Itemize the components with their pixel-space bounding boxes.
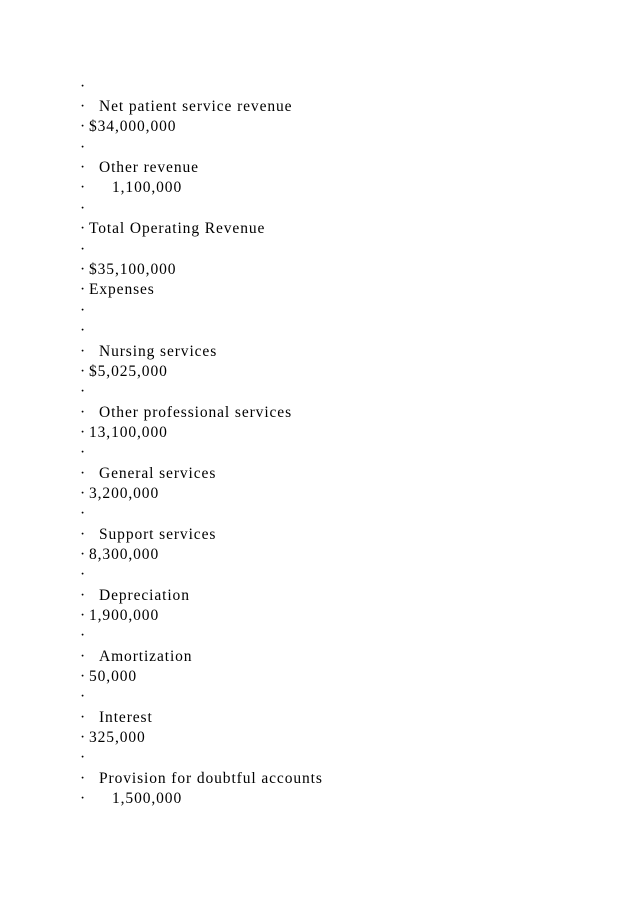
doc-line bbox=[0, 77, 600, 97]
bullet: · bbox=[80, 139, 87, 156]
doc-line bbox=[0, 565, 600, 585]
bullet: · bbox=[80, 159, 87, 176]
bullet: · bbox=[80, 688, 87, 705]
line-item-amount: 3,200,000 bbox=[89, 485, 160, 502]
bullet: · bbox=[80, 566, 87, 583]
bullet: · bbox=[80, 749, 87, 766]
bullet: · bbox=[80, 322, 87, 339]
doc-line bbox=[0, 97, 600, 117]
line-item-label: Net patient service revenue bbox=[99, 98, 293, 115]
doc-line bbox=[0, 117, 600, 137]
bullet: · bbox=[80, 729, 87, 746]
bullet: · bbox=[80, 281, 87, 298]
line-item-amount: 50,000 bbox=[89, 668, 138, 685]
doc-line bbox=[0, 240, 600, 260]
doc-line bbox=[0, 321, 600, 341]
doc-line bbox=[0, 423, 600, 443]
doc-line bbox=[0, 687, 600, 707]
bullet: · bbox=[80, 78, 87, 95]
doc-line bbox=[0, 525, 600, 545]
doc-line bbox=[0, 280, 600, 300]
line-item-amount: 1,100,000 bbox=[112, 179, 183, 196]
line-item-amount: 325,000 bbox=[89, 729, 146, 746]
line-item-amount: $34,000,000 bbox=[89, 118, 177, 135]
bullet: · bbox=[80, 179, 87, 196]
line-item-amount: 8,300,000 bbox=[89, 546, 160, 563]
doc-line bbox=[0, 158, 600, 178]
line-item-amount: 1,900,000 bbox=[89, 607, 160, 624]
line-item-amount: 1,500,000 bbox=[112, 790, 183, 807]
doc-line bbox=[0, 382, 600, 402]
bullet: · bbox=[80, 118, 87, 135]
line-item-label: Depreciation bbox=[99, 587, 190, 604]
doc-line bbox=[0, 586, 600, 606]
doc-line bbox=[0, 667, 600, 687]
bullet: · bbox=[80, 505, 87, 522]
bullet: · bbox=[80, 302, 87, 319]
bullet: · bbox=[80, 465, 87, 482]
bullet: · bbox=[80, 261, 87, 278]
section-total-label: Total Operating Revenue bbox=[89, 220, 266, 237]
bullet: · bbox=[80, 546, 87, 563]
doc-line bbox=[0, 484, 600, 504]
line-item-label: Nursing services bbox=[99, 343, 218, 360]
bullet: · bbox=[80, 770, 87, 787]
line-item-label: General services bbox=[99, 465, 217, 482]
bullet: · bbox=[80, 343, 87, 360]
bullet: · bbox=[80, 98, 87, 115]
doc-line bbox=[0, 789, 600, 809]
doc-line bbox=[0, 342, 600, 362]
bullet: · bbox=[80, 627, 87, 644]
line-item-label: Amortization bbox=[99, 648, 193, 665]
bullet: · bbox=[80, 424, 87, 441]
bullet: · bbox=[80, 404, 87, 421]
bullet: · bbox=[80, 709, 87, 726]
doc-line bbox=[0, 708, 600, 728]
doc-line bbox=[0, 728, 600, 748]
section-total-amount: $35,100,000 bbox=[89, 261, 177, 278]
doc-line bbox=[0, 138, 600, 158]
line-item-label: Support services bbox=[99, 526, 217, 543]
bullet: · bbox=[80, 587, 87, 604]
doc-line bbox=[0, 606, 600, 626]
bullet: · bbox=[80, 363, 87, 380]
bullet: · bbox=[80, 668, 87, 685]
bullet: · bbox=[80, 526, 87, 543]
bullet: · bbox=[80, 200, 87, 217]
doc-line bbox=[0, 403, 600, 423]
bullet: · bbox=[80, 485, 87, 502]
bullet: · bbox=[80, 444, 87, 461]
doc-line bbox=[0, 178, 600, 198]
doc-line bbox=[0, 769, 600, 789]
doc-line bbox=[0, 362, 600, 382]
line-item-label: Provision for doubtful accounts bbox=[99, 770, 323, 787]
bullet: · bbox=[80, 383, 87, 400]
bullet: · bbox=[80, 790, 87, 807]
bullet: · bbox=[80, 607, 87, 624]
line-item-amount: 13,100,000 bbox=[89, 424, 168, 441]
line-item-label: Other professional services bbox=[99, 404, 293, 421]
doc-line bbox=[0, 647, 600, 667]
line-item-amount: $5,025,000 bbox=[89, 363, 168, 380]
doc-line bbox=[0, 260, 600, 280]
doc-line bbox=[0, 301, 600, 321]
bullet: · bbox=[80, 241, 87, 258]
section-heading: Expenses bbox=[89, 281, 155, 298]
bullet: · bbox=[80, 220, 87, 237]
doc-line bbox=[0, 443, 600, 463]
line-item-label: Other revenue bbox=[99, 159, 199, 176]
doc-line bbox=[0, 504, 600, 524]
doc-line bbox=[0, 199, 600, 219]
doc-line bbox=[0, 464, 600, 484]
doc-line bbox=[0, 748, 600, 768]
doc-line bbox=[0, 626, 600, 646]
bullet: · bbox=[80, 648, 87, 665]
doc-line bbox=[0, 545, 600, 565]
doc-line bbox=[0, 219, 600, 239]
line-item-label: Interest bbox=[99, 709, 153, 726]
